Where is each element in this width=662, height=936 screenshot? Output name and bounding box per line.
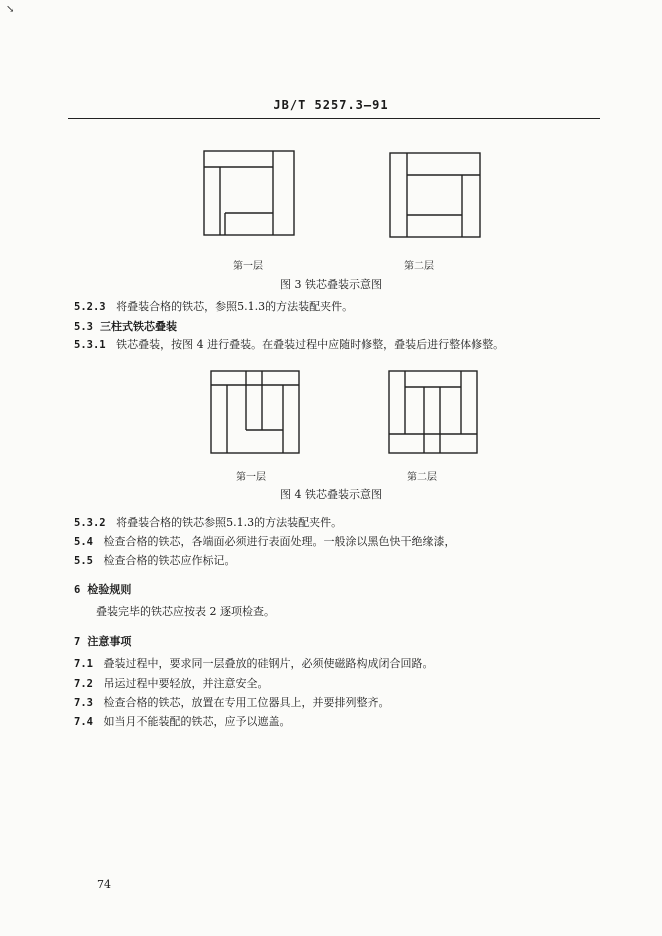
para-5-5: [74, 552, 235, 568]
para-text: 检查合格的铁芯，各端面必须进行表面处理。一般涂以黑色快干绝缘漆，: [103, 535, 456, 548]
para-5-2-3: [74, 298, 353, 314]
para-number: 7.3: [74, 697, 93, 709]
para-7-2: [74, 675, 268, 691]
para-text: 将叠装合格的铁芯，参照5.1.3的方法装配夹件。: [116, 300, 354, 313]
para-text: 如当月不能装配的铁芯，应予以遮盖。: [103, 715, 291, 728]
para-number: 5.5: [74, 555, 93, 567]
para-number: 5.4: [74, 536, 93, 548]
para-7-3: [74, 694, 389, 710]
para-text: 叠装过程中，要求同一层叠放的硅钢片，必须使磁路构成闭合回路。: [103, 657, 434, 670]
para-text: 吊运过程中要轻放，并注意安全。: [103, 677, 269, 690]
header-rule: [68, 118, 600, 119]
section-title: 注意事项: [87, 635, 132, 648]
fig4-layer1-diagram: [210, 370, 300, 454]
para-7-4: [74, 713, 290, 729]
para-number: 7.2: [74, 678, 93, 690]
fig3-layer1-diagram: [203, 150, 295, 236]
section-6-text: 叠装完毕的铁芯应按表 2 逐项检查。: [96, 605, 275, 618]
para-number: 7.1: [74, 658, 93, 670]
corner-mark: ↘: [6, 4, 15, 15]
para-text: 将叠装合格的铁芯参照5.1.3的方法装配夹件。: [116, 516, 343, 529]
para-number: 5.3.2: [74, 517, 106, 529]
standard-code: JB/T 5257.3—91: [273, 98, 389, 112]
section-5-3: [74, 318, 177, 334]
section-number: 5.3: [74, 321, 93, 333]
para-text: 检查合格的铁芯，放置在专用工位器具上，并要排列整齐。: [103, 696, 390, 709]
section-6-heading: [74, 581, 131, 597]
fig3-layer2-diagram: [389, 152, 481, 238]
section-title: 三柱式铁芯叠装: [99, 320, 177, 333]
para-5-3-1: [74, 336, 504, 352]
fig4-right-label: 第二层: [407, 472, 437, 483]
fig4-left-label: 第一层: [236, 472, 266, 483]
fig3-title: 图 3 铁芯叠装示意图: [280, 278, 382, 291]
para-number: 7.4: [74, 716, 93, 728]
fig4-layer2-diagram: [388, 370, 478, 454]
fig3-left-label: 第一层: [233, 261, 263, 272]
para-7-1: [74, 655, 433, 671]
para-5-4: [74, 533, 455, 549]
fig3-right-label: 第二层: [404, 261, 434, 272]
section-title: 检验规则: [87, 583, 132, 596]
section-number: 6: [74, 584, 81, 596]
para-5-3-2: [74, 514, 342, 530]
para-number: 5.3.1: [74, 339, 106, 351]
section-number: 7: [74, 636, 81, 648]
para-text: 检查合格的铁芯应作标记。: [103, 554, 236, 567]
fig4-title: 图 4 铁芯叠装示意图: [280, 488, 382, 501]
page-number: 74: [97, 878, 111, 891]
section-7-heading: [74, 633, 131, 649]
para-number: 5.2.3: [74, 301, 106, 313]
para-text: 铁芯叠装，按图 4 进行叠装。在叠装过程中应随时修整，叠装后进行整体修整。: [116, 338, 505, 351]
